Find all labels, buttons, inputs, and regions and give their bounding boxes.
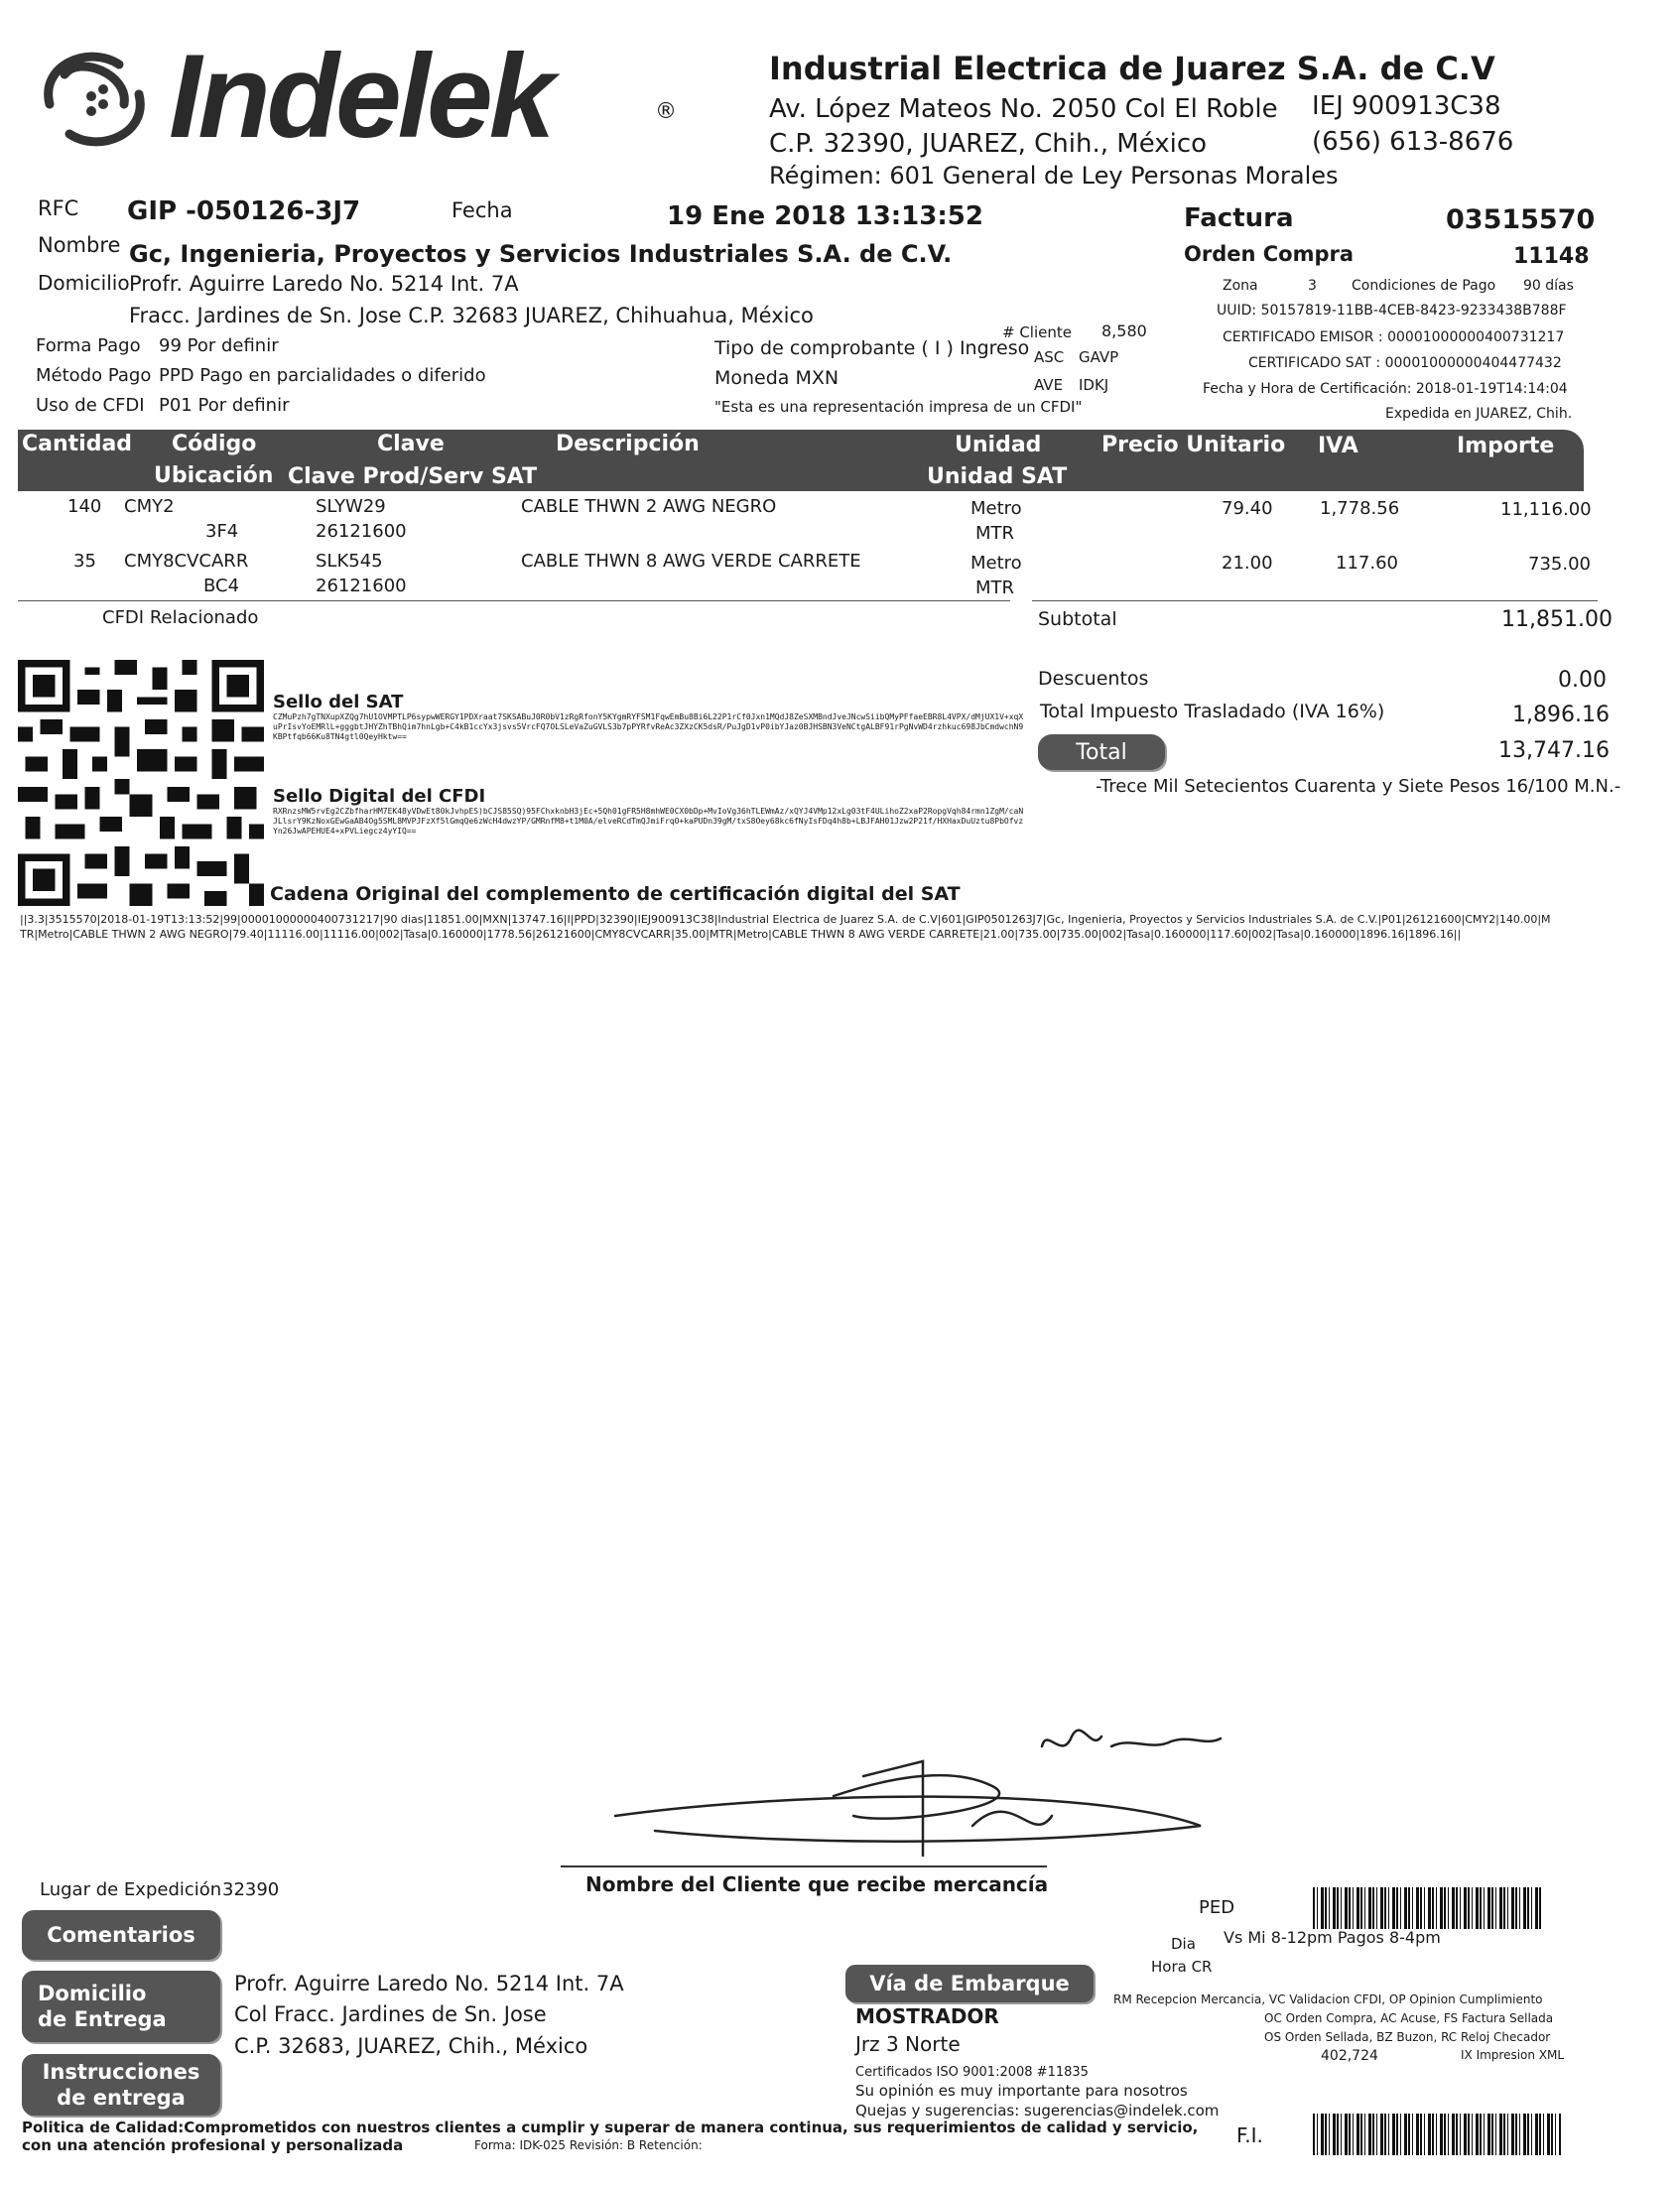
forma-pago-label: Forma Pago [36, 335, 141, 356]
fi-label: F.I. [1236, 2123, 1263, 2147]
col-unidad-sat: Unidad SAT [927, 464, 1068, 489]
forma-revision: Forma: IDK-025 Revisión: B Retención: [474, 2138, 703, 2152]
registered-mark-icon: ® [655, 99, 677, 124]
entrega-line-2: Col Fracc. Jardines de Sn. Jose [234, 2002, 547, 2026]
impuesto-value: 1,896.16 [1512, 703, 1610, 727]
col-iva: IVA [1318, 434, 1358, 458]
row-codigo: CMY2 [124, 496, 175, 517]
expedida-en: Expedida en JUAREZ, Chih. [1385, 406, 1573, 422]
col-descripcion: Descripción [556, 432, 700, 456]
client-address-1: Profr. Aguirre Laredo No. 5214 Int. 7A [129, 272, 519, 296]
row-precio: 79.40 [1222, 498, 1273, 519]
client-name: Gc, Ingenieria, Proyectos y Servicios Industriales S.A. de C.V. [129, 240, 953, 268]
zona-label: Zona [1223, 278, 1258, 294]
row-unidad: Metro [970, 553, 1022, 574]
condiciones-label: Condiciones de Pago [1352, 278, 1496, 294]
col-clave: Clave [377, 432, 445, 456]
descuentos-value: 0.00 [1558, 668, 1607, 693]
politica-calidad-1: Politica de Calidad:Comprometidos con nuestros clientes a cumplir y superar de manera continua, sus requerimientos de calidad y servicio, [22, 2119, 1199, 2136]
signature-label: Nombre del Cliente que recibe mercancía [585, 1872, 1049, 1896]
zona-value: 3 [1308, 278, 1317, 294]
col-precio-unitario: Precio Unitario [1101, 433, 1286, 457]
legend-3: OS Orden Sellada, BZ Buzon, RC Reloj Checador [1264, 2030, 1551, 2044]
col-cantidad: Cantidad [22, 432, 133, 456]
col-importe: Importe [1457, 434, 1555, 458]
signature-icon [595, 1707, 1290, 1865]
qr-code-icon [18, 660, 264, 906]
metodo-pago: PPD Pago en parcialidades o diferido [159, 365, 486, 386]
row-importe: 735.00 [1528, 554, 1591, 575]
domicilio-entrega-label [22, 1971, 220, 2042]
barcode-bottom-icon [1313, 2114, 1561, 2155]
row-clave-sat: 26121600 [316, 521, 407, 542]
row-clave-sat: 26121600 [316, 576, 407, 596]
ave-value: IDKJ [1079, 376, 1109, 394]
company-name: Industrial Electrica de Juarez S.A. de C.V [769, 50, 1495, 87]
company-rfc: IEJ 900913C38 [1312, 91, 1501, 121]
legend-1: RM Recepcion Mercancia, VC Validacion CFDI, OP Opinion Cumplimiento [1113, 1992, 1543, 2006]
asc-label: ASC [1034, 348, 1065, 366]
certificado-sat: CERTIFICADO SAT : 00001000000404477432 [1248, 355, 1562, 371]
forma-pago: 99 Por definir [159, 335, 279, 356]
legend-4: IX Impresion XML [1461, 2048, 1565, 2062]
tipo-comprobante: Tipo de comprobante ( I ) Ingreso [714, 337, 1030, 359]
instrucciones-entrega-label [22, 2054, 220, 2116]
legend-2: OC Orden Compra, AC Acuse, FS Factura Sellada [1264, 2011, 1554, 2025]
sello-sat-label: Sello del SAT [273, 692, 404, 712]
legend-4-number: 402,724 [1321, 2048, 1378, 2064]
impuesto-label: Total Impuesto Trasladado (IVA 16%) [1040, 701, 1385, 722]
col-clave-sat: Clave Prod/Serv SAT [288, 464, 538, 489]
via-embarque: MOSTRADOR [855, 2004, 999, 2028]
moneda: Moneda MXN [714, 367, 840, 389]
col-codigo: Código [172, 432, 257, 456]
invoice-date: 19 Ene 2018 13:13:52 [667, 201, 983, 231]
instrucciones-entrega-text: Instrucciones de entrega [42, 2060, 200, 2110]
company-regimen: Régimen: 601 General de Ley Personas Morales [769, 162, 1339, 190]
subtotal-label: Subtotal [1038, 608, 1117, 630]
ave-label: AVE [1034, 376, 1064, 394]
company-logo [20, 30, 675, 179]
fecha-label: Fecha [452, 198, 513, 222]
table-header [18, 430, 1584, 491]
opinion-note: Su opinión es muy importante para nosotros [855, 2082, 1188, 2100]
descuentos-label: Descuentos [1038, 668, 1149, 690]
hora-label: Hora CR [1151, 1958, 1213, 1976]
row-unidad-sat: MTR [975, 523, 1015, 544]
subtotal-value: 11,851.00 [1501, 607, 1613, 632]
cadena-original-text: ||3.3|3515570|2018-01-19T13:13:52|99|00001000000400731217|90 dias|11851.00|MXN|13747.16|I|PPD|32390|IEJ900913C38|Industrial Electrica de Juarez S.A. de C.V|601|GIP0501263J7|Gc, Ingenieria, Proyectos y Servicios Industriales S.A. de C.V.|P01|26121600|CMY2|140.00|MTR|Metro|CABLE THWN 2 AWG NEGRO|79.40|11116.00|11116.00|002|Tasa|0.160000|1778.56|26121600|CMY8CVCARR|35.00|MTR|Metro|CABLE THWN 8 AWG VERDE CARRETE|21.00|735.00|735.00|002|Tasa|0.160000|117.60|002|Tasa|0.160000|1896.16|1896.16|| [20, 913, 1551, 941]
certificado-emisor: CERTIFICADO EMISOR : 00001000000400731217 [1223, 329, 1565, 345]
orden-compra-label: Orden Compra [1184, 242, 1355, 266]
via-embarque-label: Vía de Embarque [845, 1965, 1094, 2002]
row-descripcion: CABLE THWN 2 AWG NEGRO [521, 496, 777, 517]
horario: Vs Mi 8-12pm Pagos 8-4pm [1224, 1928, 1441, 1947]
via-embarque-2: Jrz 3 Norte [855, 2032, 961, 2056]
cfdi-representation-note: "Esta es una representación impresa de un CFDI" [714, 398, 1083, 416]
uso-cfdi-label: Uso de CFDI [36, 395, 145, 416]
subtotal-rule [1032, 600, 1598, 601]
row-cantidad: 35 [73, 551, 96, 572]
asc-value: GAVP [1079, 348, 1119, 366]
client-address-2: Fracc. Jardines de Sn. Jose C.P. 32683 JUAREZ, Chihuahua, México [129, 304, 814, 327]
lugar-expedicion-label: Lugar de Expedición [40, 1879, 222, 1900]
barcode-top-icon [1313, 1887, 1541, 1929]
signature-line [561, 1865, 1047, 1867]
row-cantidad: 140 [67, 496, 102, 517]
company-phone: (656) 613-8676 [1312, 127, 1514, 157]
row-clave: SLK545 [316, 551, 383, 572]
col-ubicacion: Ubicación [154, 463, 274, 488]
quejas-email: Quejas y sugerencias: sugerencias@indelek.com [855, 2102, 1220, 2120]
row-iva: 117.60 [1336, 553, 1398, 574]
metodo-pago-label: Método Pago [36, 365, 152, 386]
uuid: UUID: 50157819-11BB-4CEB-8423-9233438B788F [1217, 303, 1567, 319]
sello-cfdi-label: Sello Digital del CFDI [273, 786, 486, 807]
domicilio-label: Domicilio [38, 271, 130, 295]
uso-cfdi: P01 Por definir [159, 395, 290, 416]
logo-swirl-icon [20, 35, 169, 164]
sello-cfdi-text: RXRnzsMW5rvEg2CZbfharHM7EK48yVDwEt80kJvhpES)bCJS85SQ)95FChxknbH3jEc+5Qh01gFR5H8mhWE0CX0bDp+MvIoVg36hTLEWmAz/xQYJ4VMp12xLg03tF4ULihoZ2xaP2RopgVqh84rmn1ZgM/caNJLlsrY9KzNoxGEwGaAB4Og5SML8MVPJFzXf5lGmqQe6zWcH4dwzYP/GMRnfM8+t1M0A/elveRCdTmQJmiFrqO+kaPUDn39gM/txS8Oey68kc6fNyIsFDq4h8b+LBJFAH01Jzw2P21f/HXHaxDuUztu8PbOfvzYn26JwAPEHUE4+xPVLiegcz4yYIQ== [273, 807, 1024, 835]
col-unidad: Unidad [955, 433, 1042, 457]
row-importe: 11,116.00 [1500, 499, 1592, 520]
factura-number: 03515570 [1446, 204, 1596, 235]
nombre-label: Nombre [38, 233, 121, 257]
rfc-label: RFC [38, 196, 79, 220]
table-bottom-rule [18, 600, 1010, 601]
cliente-number-label: # Cliente [1002, 323, 1072, 341]
row-unidad-sat: MTR [975, 578, 1015, 598]
ped-label: PED [1199, 1897, 1235, 1918]
iso-certificate: Certificados ISO 9001:2008 #11835 [855, 2065, 1089, 2080]
logo-wordmark: Indelek [169, 30, 552, 163]
client-rfc: GIP -050126-3J7 [127, 196, 361, 226]
row-precio: 21.00 [1222, 553, 1273, 574]
row-descripcion: CABLE THWN 8 AWG VERDE CARRETE [521, 551, 861, 572]
lugar-expedicion-value: 32390 [222, 1879, 280, 1900]
row-clave: SLYW29 [316, 496, 386, 517]
company-address-2: C.P. 32390, JUAREZ, Chih., México [769, 129, 1208, 159]
orden-compra-number: 11148 [1513, 244, 1590, 269]
domicilio-entrega-text: Domicilio de Entrega [38, 1982, 167, 2031]
row-ubicacion: BC4 [203, 576, 240, 596]
row-codigo: CMY8CVCARR [124, 551, 249, 572]
row-unidad: Metro [970, 498, 1022, 519]
cadena-original-label: Cadena Original del complemento de certificación digital del SAT [270, 883, 961, 905]
entrega-line-1: Profr. Aguirre Laredo No. 5214 Int. 7A [234, 1972, 624, 1995]
comentarios-label: Comentarios [22, 1910, 220, 1960]
total-in-words: -Trece Mil Setecientos Cuarenta y Siete Pesos 16/100 M.N.- [1096, 776, 1621, 797]
sello-sat-text: CZMuPzh7gTNXupXZQg7hU1OVMPTLP6sypwWERGY1PDXraat7SKSABuJ0R0bV1zRgRfonY5KYgmRYFSM1FqwEmBu8Bi6L22P1rCf0Jxn1MQdJ8ZeSXMBndJveJNcwSiibQMyPFfaeEBR8L4VPX/dMjUX1V+xqXuPrIsvYoEMRlL+gggbtJHYZhTBhQim7hnLgb+C4kB1ccYx3jsvs5VrcFQ7OLSLeVaZuGVLS3b7pPYRfvReAc3ZXzCK5dsR/PuJgD1vP0ibYJaz0BJHSBN3VeNCtgALBF91rPgNvWD4rzhkuc698JbCmdwchN9KBPtfqb66Ku8TN4gtl0QeyHktw== [273, 712, 1024, 741]
condiciones-value: 90 días [1523, 278, 1574, 294]
row-ubicacion: 3F4 [205, 521, 239, 542]
dia-label: Dia [1171, 1935, 1196, 1953]
factura-label: Factura [1184, 203, 1294, 233]
cliente-number: 8,580 [1101, 321, 1147, 340]
fecha-certificacion: Fecha y Hora de Certificación: 2018-01-19T14:14:04 [1203, 381, 1568, 397]
cfdi-relacionado: CFDI Relacionado [102, 607, 259, 628]
row-iva: 1,778.56 [1320, 498, 1400, 519]
politica-calidad-2: con una atención profesional y personalizada [22, 2136, 404, 2154]
entrega-line-3: C.P. 32683, JUAREZ, Chih., México [234, 2034, 588, 2058]
total-value: 13,747.16 [1498, 738, 1610, 763]
total-label: Total [1038, 734, 1165, 770]
company-address-1: Av. López Mateos No. 2050 Col El Roble [769, 94, 1278, 124]
